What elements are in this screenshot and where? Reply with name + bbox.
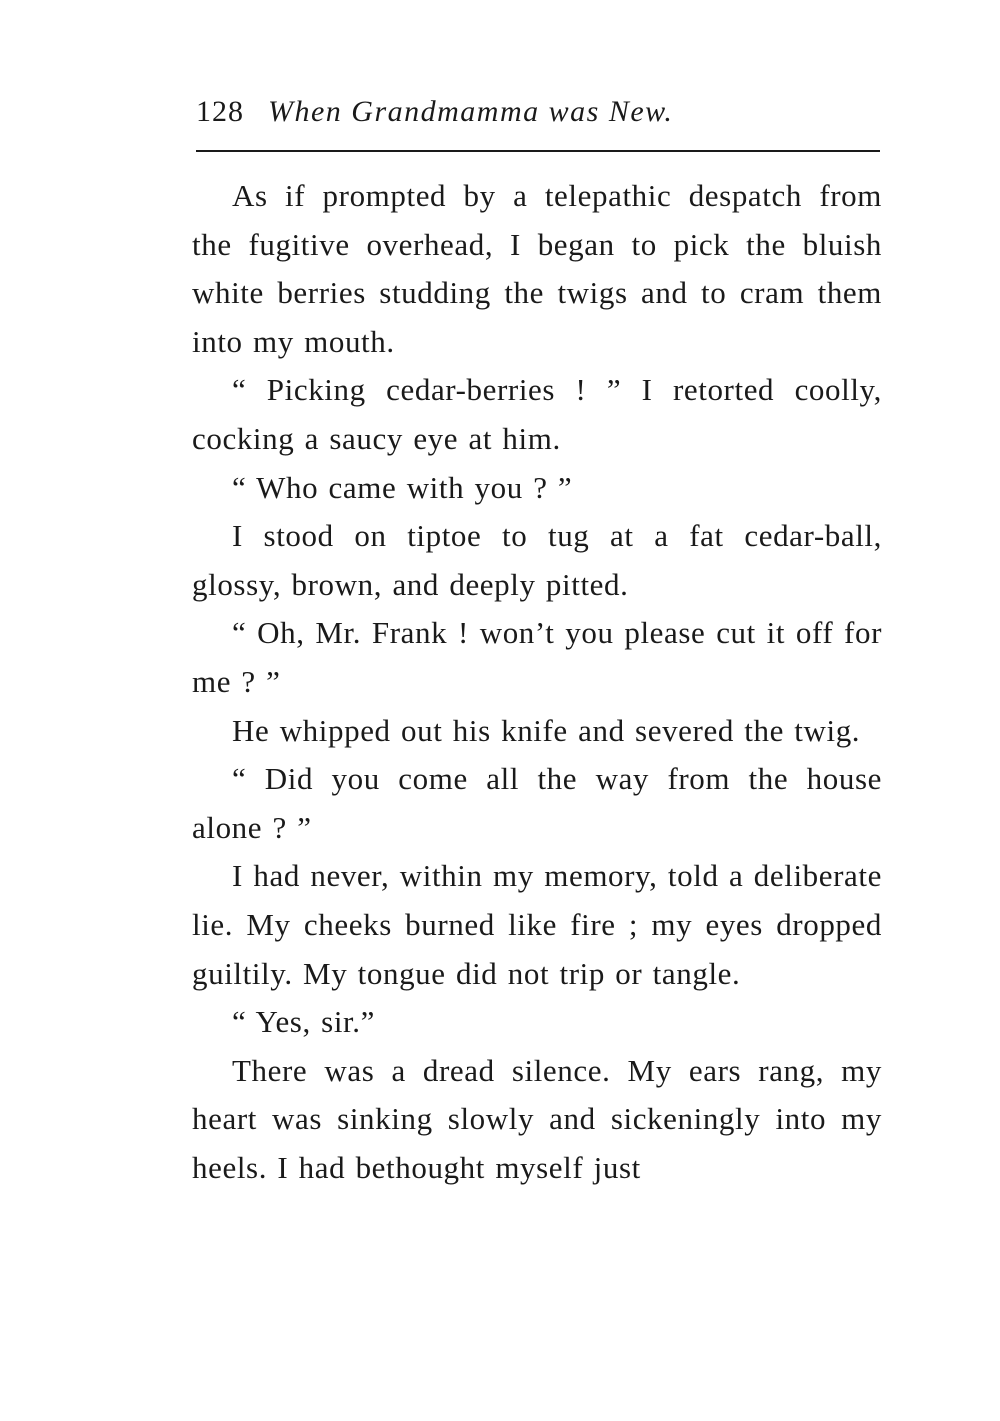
paragraph: As if prompted by a telepathic despatch from the fugitive overhead, I began to pick the bluish white berries studding the twigs and to cram them into my mouth. xyxy=(192,178,882,359)
paragraph: “ Who came with you ? ” xyxy=(232,469,573,505)
paragraph: I stood on tiptoe to tug at a fat cedar-ball, glossy, brown, and deeply pitted. xyxy=(192,518,882,602)
header-rule xyxy=(196,150,880,152)
paragraph: “ Yes, sir.” xyxy=(232,1004,375,1040)
paragraph: I had never, within my memory, told a deliberate lie. My cheeks burned like fire ; my eyes dropped guiltily. My tongue did not trip or tangle. xyxy=(192,858,882,991)
paragraph: There was a dread silence. My ears rang, my heart was sinking slowly and sickeningly into my heels. I had bethought myself just xyxy=(192,1052,882,1185)
body-text xyxy=(192,172,882,1192)
paragraph: He whipped out his knife and severed the twig. xyxy=(232,712,861,748)
paragraph: “ Oh, Mr. Frank ! won’t you please cut it off for me ? ” xyxy=(192,615,882,699)
running-head xyxy=(196,92,880,132)
book-title: When Grandmamma was New. xyxy=(268,95,674,128)
page-number: 128 xyxy=(196,95,244,128)
paragraph: “ Picking cedar-berries ! ” I retorted coolly, cocking a saucy eye at him. xyxy=(192,372,882,456)
paragraph: “ Did you come all the way from the house alone ? ” xyxy=(192,761,882,845)
